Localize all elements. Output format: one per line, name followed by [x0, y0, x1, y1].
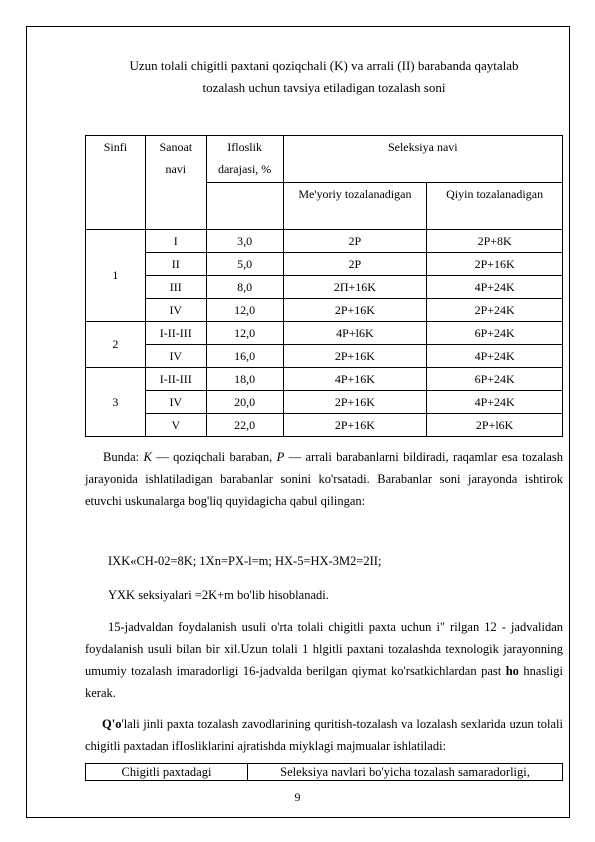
cleaning-table — [85, 135, 563, 437]
qiyin-cell: 2P+16K — [427, 253, 563, 276]
sinf-cell: 2 — [86, 322, 146, 368]
qiyin-cell: 6P+24K — [427, 322, 563, 345]
table-row — [86, 253, 563, 276]
navi-cell: I-II-III — [145, 368, 206, 391]
navi-cell: V — [145, 414, 206, 437]
header-sinfi: Sinfi — [86, 136, 146, 230]
page-number: 9 — [294, 790, 301, 804]
meyoriy-cell: 2П+16K — [283, 276, 427, 299]
header-empty — [206, 183, 283, 230]
ifloslik-cell: 12,0 — [206, 299, 283, 322]
header-qiyin: Qiyin tozalanadigan — [427, 183, 563, 230]
table-row — [86, 230, 563, 253]
meyoriy-cell: 2P — [283, 230, 427, 253]
header-meyoriy: Me'yoriy tozalanadigan — [283, 183, 427, 230]
meyoriy-cell: 2P+16K — [283, 414, 427, 437]
navi-cell: I — [145, 230, 206, 253]
meyoriy-cell: 2P — [283, 253, 427, 276]
ifloslik-cell: 22,0 — [206, 414, 283, 437]
table-row — [86, 391, 563, 414]
p15-paragraph: 15-jadvaldan foydalanish usuli o'rta tolali chigitli paxta uchun i" rilgan 12 - jadvalidan foydalanish usuli bilan bir xil.Uzun tolali 1 hlgitli paxtani tozalashda texnologik jarayonning umumiy tozalash imaradorligi 16-jadvalda berilgan qiymat ko'rsatkichlardan past ho hnasligi kerak. — [85, 620, 563, 700]
navi-cell: III — [145, 276, 206, 299]
ifloslik-cell: 8,0 — [206, 276, 283, 299]
meyoriy-cell: 2P+16K — [283, 299, 427, 322]
qiyin-cell: 2P+l6K — [427, 414, 563, 437]
table-row — [86, 345, 563, 368]
ifloslik-cell: 20,0 — [206, 391, 283, 414]
table-row — [86, 414, 563, 437]
caption-line-2: tozalash uchun tavsiya etiladigan tozalash soni — [202, 80, 446, 95]
qiyin-cell: 4P+24K — [427, 391, 563, 414]
qiyin-cell: 2P+8K — [427, 230, 563, 253]
header-ifloslik: Ifloslik darajasi, % — [206, 136, 283, 183]
ifloslik-cell: 5,0 — [206, 253, 283, 276]
qiyin-cell: 2P+24K — [427, 299, 563, 322]
header-sanoat-navi: Sanoat navi — [145, 136, 206, 230]
qiyin-cell: 6P+24K — [427, 368, 563, 391]
efficiency-table-header — [85, 763, 563, 781]
header-chigitli-paxta: Chigitli paxtadagi — [86, 764, 248, 781]
sinf-cell: 3 — [86, 368, 146, 437]
navi-cell: IV — [145, 391, 206, 414]
table-row — [86, 322, 563, 345]
table-row — [86, 299, 563, 322]
sinf-cell: 1 — [86, 230, 146, 322]
formula-line: IXK«CH-02=8K; 1Xn=PX-l=m; HX-5=HX-3M2=2II; — [108, 554, 382, 568]
qo-paragraph: Q'o'lali jinli paxta tozalash zavodlarining quritish-tozalash va lozalash sexlarida uzun tolali chigitli paxtadan ifIosliklarini ajratishda miyklagi majmualar ishlatiladi: — [85, 717, 563, 753]
ifloslik-cell: 3,0 — [206, 230, 283, 253]
navi-cell: IV — [145, 345, 206, 368]
header-seleksiya: Seleksiya navi — [283, 136, 562, 183]
navi-cell: II — [145, 253, 206, 276]
meyoriy-cell: 2P+16K — [283, 345, 427, 368]
ifloslik-cell: 12,0 — [206, 322, 283, 345]
meyoriy-cell: 4P+l6K — [283, 322, 427, 345]
yxk-line: YXK seksiyalari =2K+m bo'lib hisoblanadi. — [108, 588, 329, 602]
ifloslik-cell: 18,0 — [206, 368, 283, 391]
bunda-paragraph: Bunda: K — qoziqchali baraban, P — arrali barabanlarni bildiradi, raqamlar esa tozalash jarayonida ishlatiladigan barabanlar sonini ko'rsatadi. Barabanlar soni jarayonda ishtirok etuvchi uskunalarga bog'liq quyidagicha qabul qilingan: — [85, 450, 564, 508]
meyoriy-cell: 2P+16K — [283, 391, 427, 414]
ifloslik-cell: 16,0 — [206, 345, 283, 368]
qiyin-cell: 4P+24K — [427, 345, 563, 368]
table-row — [86, 276, 563, 299]
qiyin-cell: 4P+24K — [427, 276, 563, 299]
header-seleksiya-samaradorligi: Seleksiya navlari bo'yicha tozalash samaradorligi, — [248, 764, 563, 781]
caption-line-1: Uzun tolali chigitli paxtani qoziqchali (K) va arrali (II) barabanda qaytalab — [129, 58, 519, 73]
navi-cell: IV — [145, 299, 206, 322]
meyoriy-cell: 4P+16K — [283, 368, 427, 391]
table-row — [86, 368, 563, 391]
table-caption — [85, 55, 563, 99]
navi-cell: I-II-III — [145, 322, 206, 345]
